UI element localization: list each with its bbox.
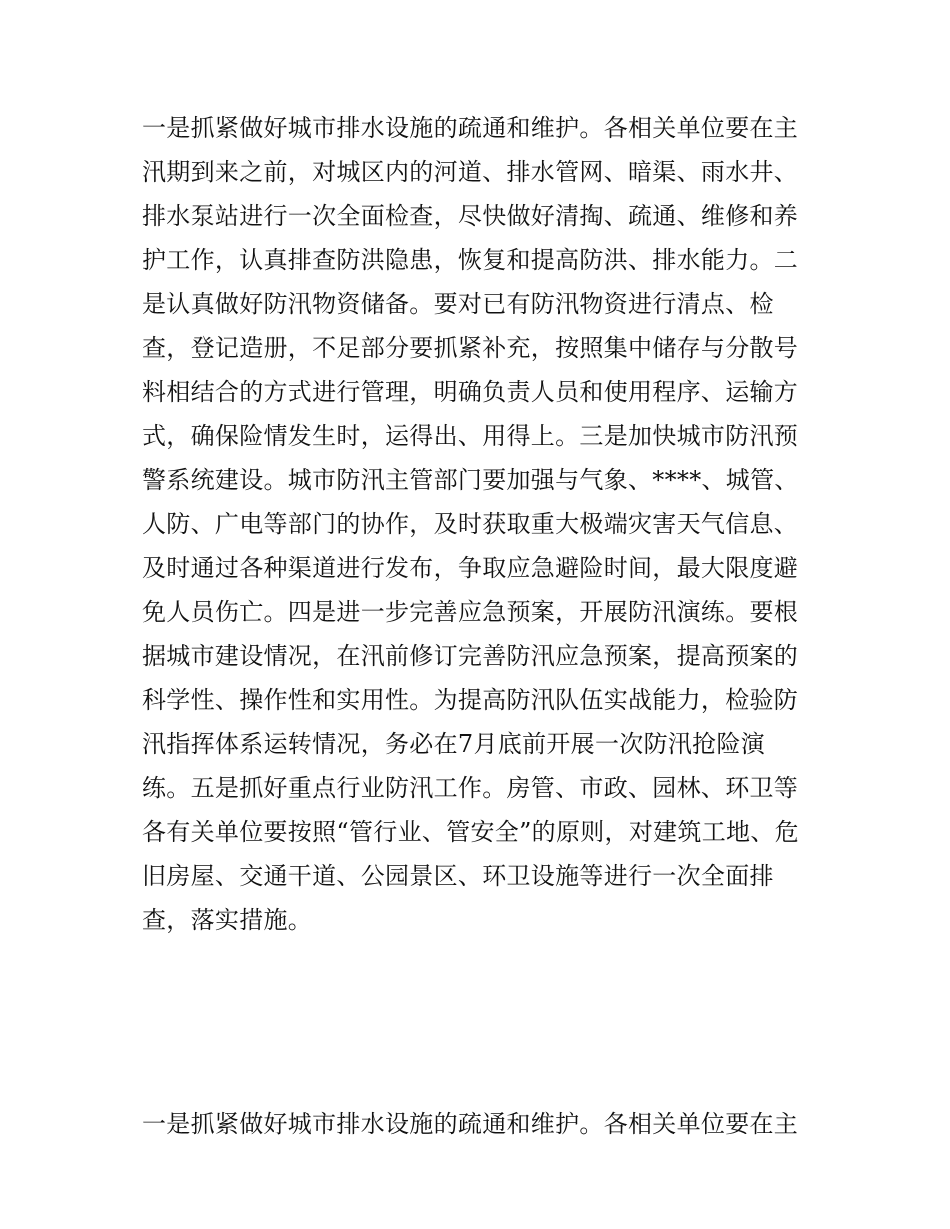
text-line: 是认真做好防汛物资储备。要对已有防汛物资进行清点、检	[142, 290, 774, 318]
text-line: 一是抓紧做好城市排水设施的疏通和维护。各相关单位要在主	[142, 1110, 799, 1138]
text-line: 练。五是抓好重点行业防汛工作。房管、市政、园林、环卫等	[142, 774, 799, 802]
text-line: 料相结合的方式进行管理，明确负责人员和使用程序、运输方	[142, 378, 799, 406]
text-line: 一是抓紧做好城市排水设施的疏通和维护。各相关单位要在主	[142, 114, 799, 142]
text-line: 及时通过各种渠道进行发布，争取应急避险时间，最大限度避	[142, 554, 799, 582]
text-line: 式，确保险情发生时，运得出、用得上。三是加快城市防汛预	[142, 422, 799, 450]
text-line: 人防、广电等部门的协作，及时获取重大极端灾害天气信息、	[142, 510, 799, 538]
text-line: 汛期到来之前，对城区内的河道、排水管网、暗渠、雨水井、	[142, 158, 799, 186]
text-line: 各有关单位要按照“管行业、管安全”的原则，对建筑工地、危	[142, 818, 799, 846]
text-line: 排水泵站进行一次全面检查，尽快做好清掏、疏通、维修和养	[142, 202, 799, 230]
text-line: 汛指挥体系运转情况，务必在7月底前开展一次防汛抢险演	[142, 730, 766, 758]
text-line: 查，落实措施。	[142, 906, 313, 934]
text-line: 据城市建设情况，在汛前修订完善防汛应急预案，提高预案的	[142, 642, 799, 670]
text-line: 旧房屋、交通干道、公园景区、环卫设施等进行一次全面排	[142, 862, 774, 890]
paragraph-1	[142, 106, 814, 942]
text-line: 护工作，认真排查防洪隐患，恢复和提高防洪、排水能力。二	[142, 246, 799, 274]
text-line: 免人员伤亡。四是进一步完善应急预案，开展防汛演练。要根	[142, 598, 799, 626]
text-line: 查，登记造册，不足部分要抓紧补充，按照集中储存与分散号	[142, 334, 799, 362]
paragraph-2	[142, 1102, 814, 1146]
text-line: 警系统建设。城市防汛主管部门要加强与气象、****、城管、	[142, 466, 799, 494]
text-line: 科学性、操作性和实用性。为提高防汛队伍实战能力，检验防	[142, 686, 799, 714]
